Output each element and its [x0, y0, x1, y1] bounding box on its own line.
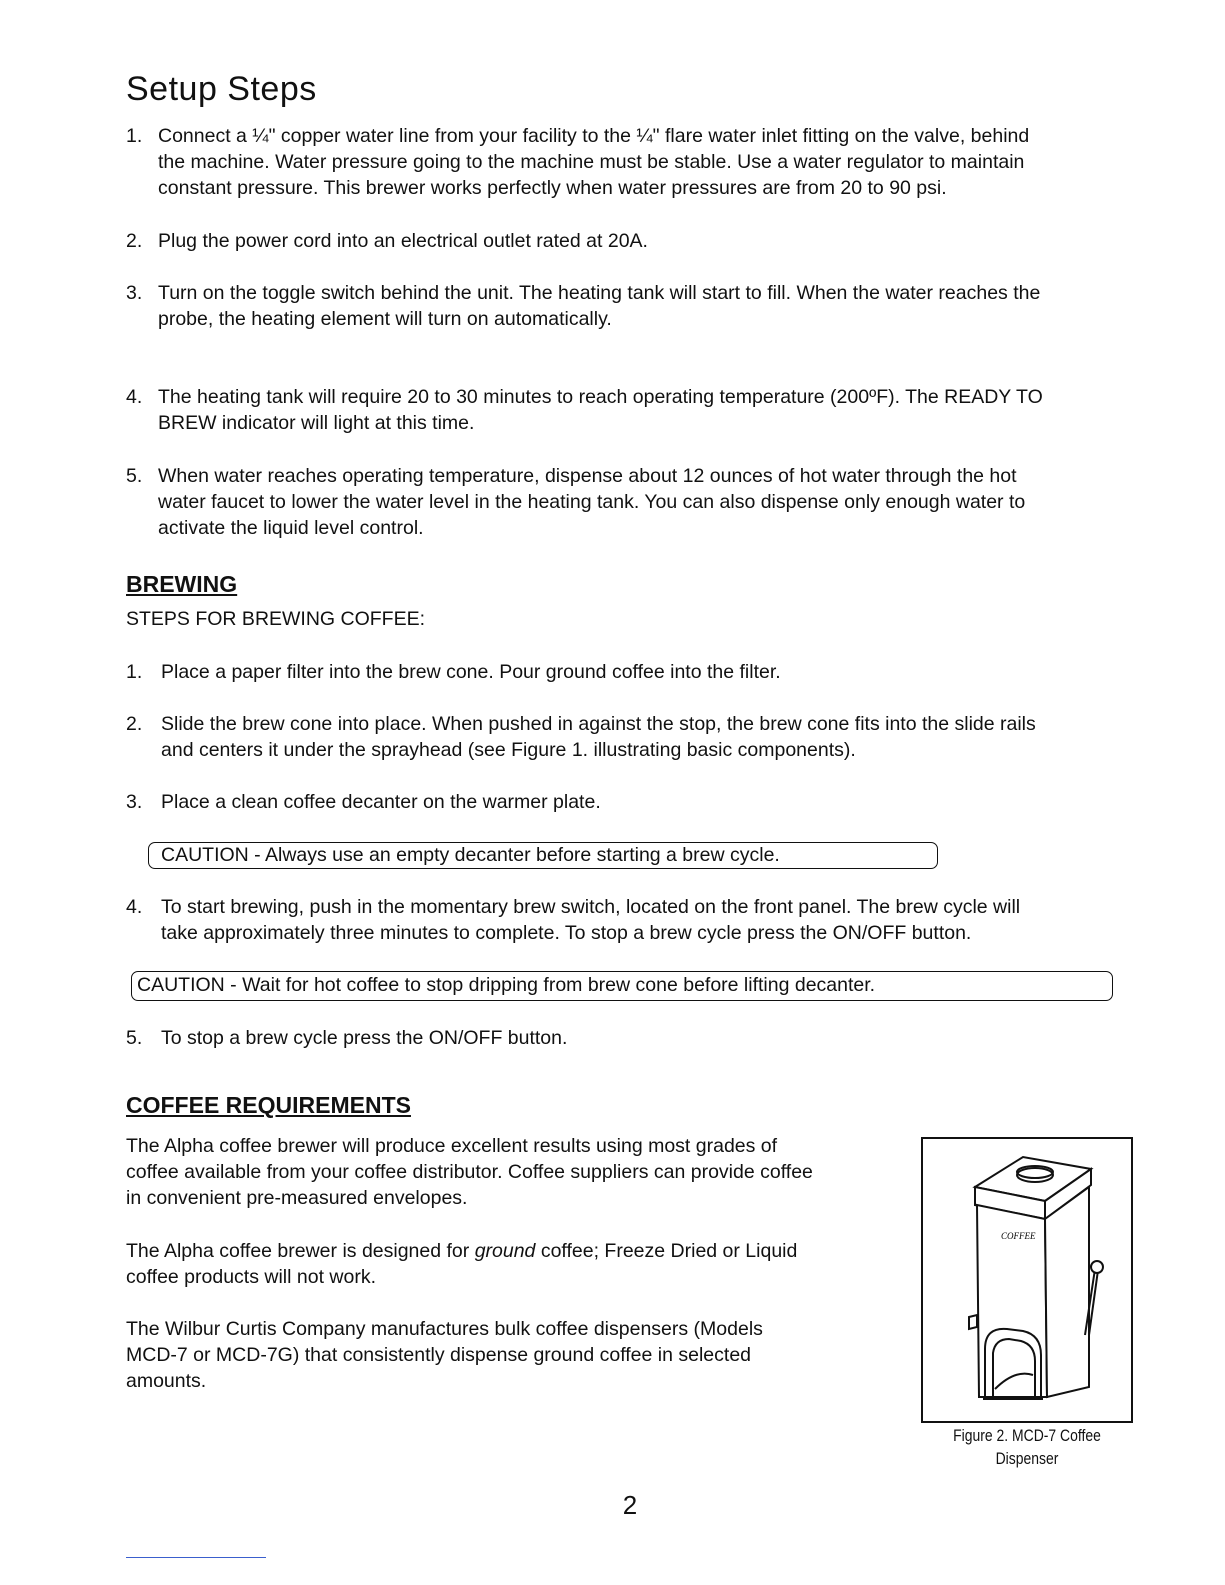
step-line: Connect a ¼" copper water line from your facility to the ¼" flare water inlet fitting on the valve, behind — [158, 125, 1030, 147]
paragraph-line: coffee products will not work. — [126, 1266, 377, 1288]
step-line: Turn on the toggle switch behind the unit. The heating tank will start to fill. When the water reaches the — [158, 282, 1041, 304]
page-number: 2 — [622, 1490, 638, 1520]
requirements-paragraph-2 — [126, 1238, 906, 1290]
step-line: The heating tank will require 20 to 30 minutes to reach operating temperature (200ºF). The READY TO — [158, 386, 1043, 408]
emphasis-ground: ground — [474, 1240, 536, 1262]
paragraph-line: The Alpha coffee brewer will produce excellent results using most grades of — [126, 1135, 778, 1157]
paragraph-line: coffee available from your coffee distributor. Coffee suppliers can provide coffee — [126, 1161, 813, 1183]
step-line: When water reaches operating temperature, dispense about 12 ounces of hot water through the hot — [158, 465, 1017, 487]
brewing-subheading: STEPS FOR BREWING COFFEE: — [126, 608, 426, 630]
coffee-dispenser-illustration — [923, 1139, 1131, 1421]
step-line: Place a clean coffee decanter on the warmer plate. — [161, 791, 601, 813]
page-title: Setup Steps — [126, 70, 317, 108]
requirements-heading: COFFEE REQUIREMENTS — [126, 1092, 411, 1118]
paragraph-line: MCD-7 or MCD-7G) that consistently dispense ground coffee in selected — [126, 1344, 752, 1366]
text-run: The Alpha coffee brewer is designed for — [126, 1240, 475, 1262]
figure-caption-line-2: Dispenser — [995, 1449, 1059, 1468]
step-line: probe, the heating element will turn on automatically. — [158, 308, 612, 330]
step-number: 5. — [126, 1027, 143, 1049]
brewing-heading: BREWING — [126, 571, 238, 597]
figure-frame — [921, 1137, 1133, 1423]
paragraph-line: The Wilbur Curtis Company manufactures bulk coffee dispensers (Models — [126, 1318, 763, 1340]
step-number: 2. — [126, 230, 143, 252]
requirements-paragraph-3 — [126, 1316, 906, 1394]
caution-box-2 — [131, 971, 1113, 1001]
figure-caption-line-1: Figure 2. MCD-7 Coffee — [953, 1426, 1101, 1445]
caution-text: CAUTION - Always use an empty decanter before starting a brew cycle. — [161, 844, 780, 866]
step-number: 4. — [126, 896, 143, 918]
step-line: BREW indicator will light at this time. — [158, 412, 475, 434]
step-line: water faucet to lower the water level in the heating tank. You can also dispense only enough water to — [158, 491, 1026, 513]
step-number: 1. — [126, 661, 143, 683]
step-line: and centers it under the sprayhead (see Figure 1. illustrating basic components). — [161, 739, 856, 761]
step-line: To stop a brew cycle press the ON/OFF button. — [161, 1027, 568, 1049]
footer-link-line — [126, 1557, 266, 1558]
step-line: activate the liquid level control. — [158, 517, 424, 539]
step-number: 1. — [126, 125, 143, 147]
step-number: 4. — [126, 386, 143, 408]
step-line: the machine. Water pressure going to the machine must be stable. Use a water regulator to maintain — [158, 151, 1025, 173]
requirements-paragraph-1 — [126, 1133, 906, 1211]
paragraph-line: amounts. — [126, 1370, 207, 1392]
step-line: constant pressure. This brewer works perfectly when water pressures are from 20 to 90 psi. — [158, 177, 947, 199]
step-line: Plug the power cord into an electrical outlet rated at 20A. — [158, 230, 648, 252]
paragraph-line: in convenient pre-measured envelopes. — [126, 1187, 468, 1209]
step-number: 2. — [126, 713, 143, 735]
caution-text: CAUTION - Wait for hot coffee to stop dripping from brew cone before lifting decanter. — [137, 974, 876, 996]
text-run: coffee; Freeze Dried or Liquid — [535, 1240, 798, 1262]
step-number: 5. — [126, 465, 143, 487]
step-line: Slide the brew cone into place. When pushed in against the stop, the brew cone fits into the slide rails — [161, 713, 1036, 735]
step-number: 3. — [126, 791, 143, 813]
step-line: take approximately three minutes to complete. To stop a brew cycle press the ON/OFF button. — [161, 922, 972, 944]
caution-box-1 — [148, 842, 938, 869]
paragraph-line — [126, 1238, 906, 1264]
step-line: Place a paper filter into the brew cone. Pour ground coffee into the filter. — [161, 661, 781, 683]
machine-label: COFFEE — [1001, 1231, 1036, 1241]
step-line: To start brewing, push in the momentary brew switch, located on the front panel. The brew cycle will — [161, 896, 1021, 918]
step-number: 3. — [126, 282, 143, 304]
